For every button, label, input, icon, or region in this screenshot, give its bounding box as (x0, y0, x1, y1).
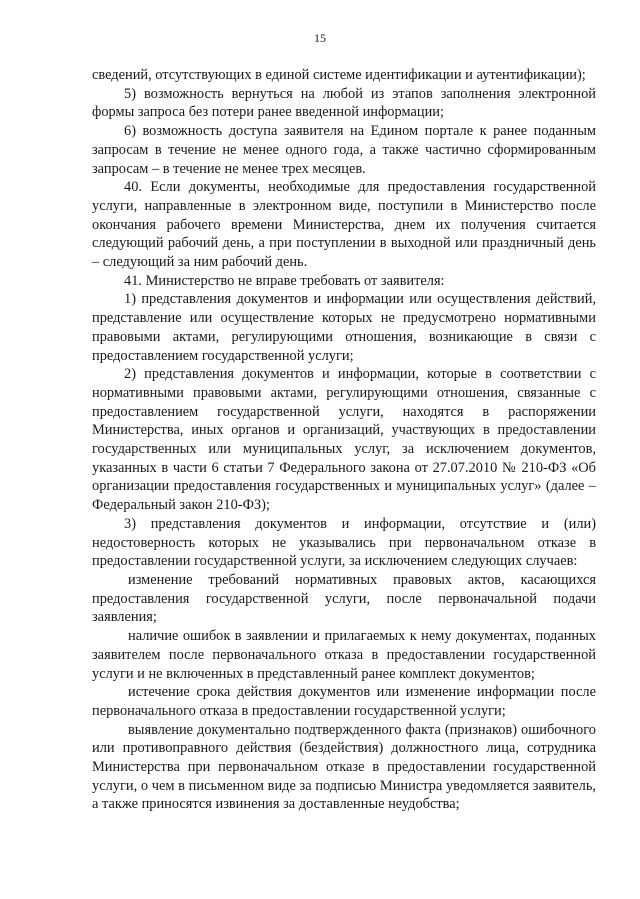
paragraph-continuation: сведений, отсутствующих в единой системе идентификации и аутентификации); (92, 67, 586, 83)
paragraph-exception-1: изменение требований нормативных правовых актов, касающихся предоставления государственной услуги, после первоначальной подачи заявления; (92, 571, 596, 626)
paragraph-item-6: 6) возможность доступа заявителя на Едином портале к ранее поданным запросам в течение не менее одного года, а также частично сформированным запросам – в течение не менее трех месяцев. (92, 123, 596, 177)
paragraph-clause-41-item-2: 2) представления документов и информации, которые в соответствии с нормативными правовыми актами, регулирующими отношения, связанные с предоставлением государственной услуги, находятся в распоряжении Министерства, иных органов и организаций, участвующих в предоставлении государственных или муниципальных услуг, за исключением документов, указанных в части 6 статьи 7 Федерального закона от 27.07.2010 № 210-ФЗ «Об организации предоставления государственных и муниципальных услуг» (далее – Федеральный закон 210-ФЗ); (92, 366, 596, 514)
document-body (92, 66, 596, 814)
paragraph-item-5: 5) возможность вернуться на любой из этапов заполнения электронной формы запроса без потери ранее введенной информации; (92, 85, 596, 121)
paragraph-exception-2: наличие ошибок в заявлении и прилагаемых к нему документах, поданных заявителем после первоначального отказа в предоставлении государственной услуги и не включенных в представленный ранее комплект документов; (92, 628, 596, 682)
paragraph-clause-41: 41. Министерство не вправе требовать от заявителя: (124, 272, 445, 289)
page-number: 15 (314, 31, 326, 45)
paragraph-clause-40: 40. Если документы, необходимые для предоставления государственной услуги, направленные в электронном виде, поступили в Министерство после окончания рабочего времени Министерства, днем их получения считается следующий рабочий день, а при поступлении в выходной или праздничный день – следующий за ним рабочий день. (92, 179, 596, 271)
paragraph-clause-41-item-3: 3) представления документов и информации, отсутствие и (или) недостоверность которых не указывались при первоначальном отказе в предоставлении государственной услуги, за исключением следующих случаев: (92, 515, 596, 570)
paragraph-clause-41-item-1: 1) представления документов и информации или осуществления действий, представление или осуществление которых не предусмотрено нормативными правовыми актами, регулирующими отношения, возникающие в связи с предоставлением государственной услуги; (92, 291, 596, 364)
paragraph-exception-4: выявление документально подтвержденного факта (признаков) ошибочного или противоправного действия (бездействия) должностного лица, сотрудника Министерства при первоначальном отказе в предоставлении государственной услуги, о чем в письменном виде за подписью Министра уведомляется заявитель, а также приносятся извинения за доставленные неудобства; (92, 721, 596, 813)
paragraph-exception-3: истечение срока действия документов или изменение информации после первоначального отказа в предоставлении государственной услуги; (92, 684, 596, 719)
